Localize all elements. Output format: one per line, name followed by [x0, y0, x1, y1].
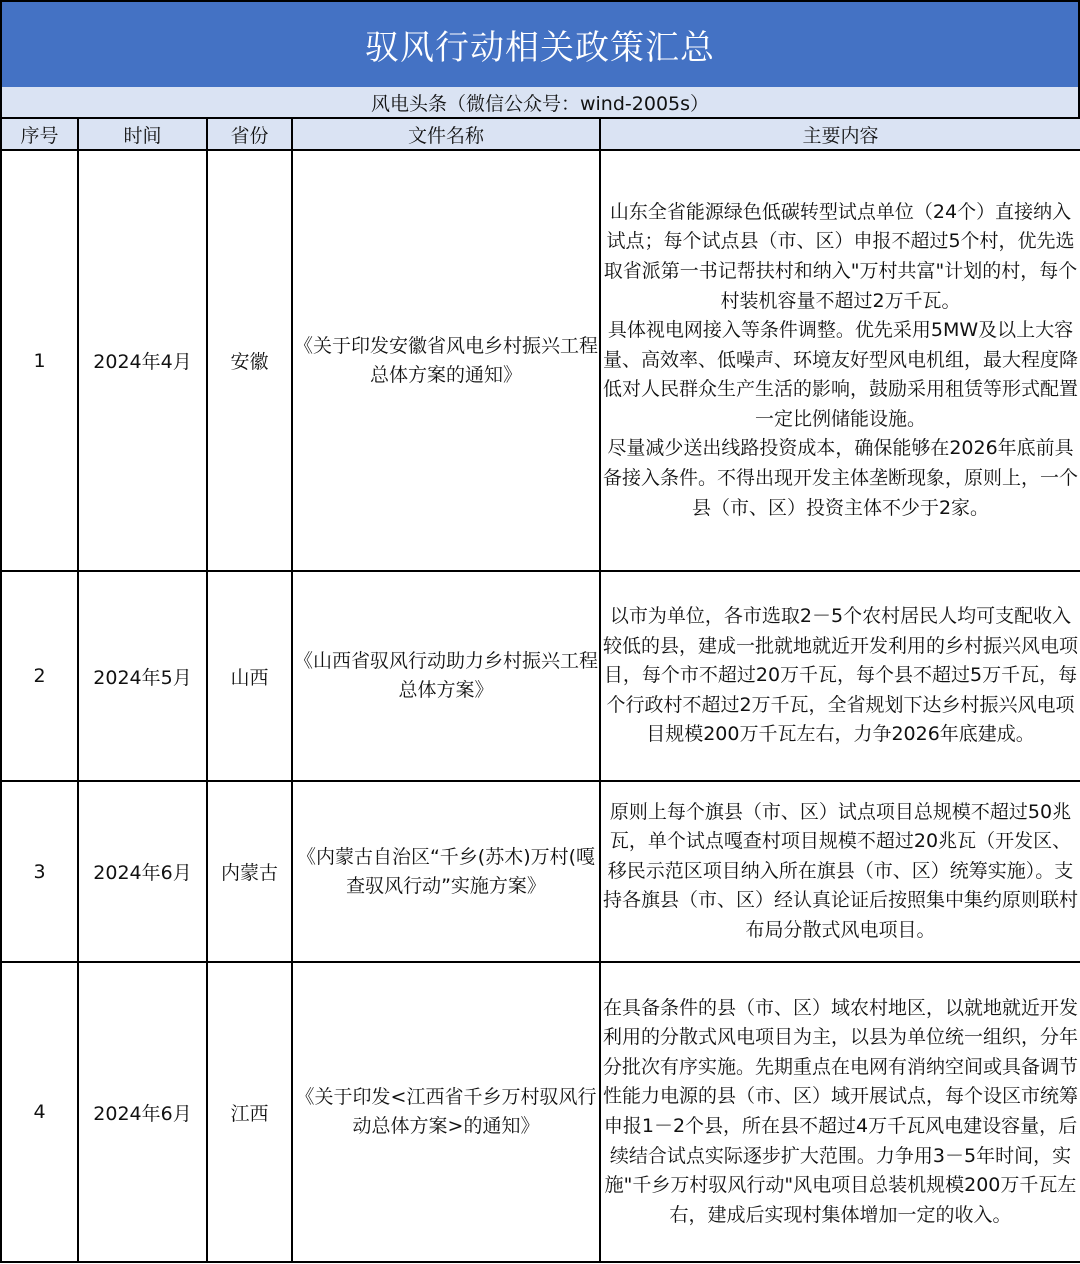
cell-index: 1: [1, 150, 78, 571]
page-title: 驭风行动相关政策汇总: [365, 28, 715, 68]
cell-province: 山西: [207, 571, 292, 781]
content-paragraph: 具体视电网接入等条件调整。优先采用5MW及以上大容量、高效率、低噪声、环境友好型风电机组，最大程度降低对人民群众生产生活的影响，鼓励采用租赁等形式配置一定比例储能设施。: [602, 319, 1078, 430]
content-paragraph: 以市为单位，各市选取2－5个农村居民人均可支配收入较低的县，建成一批就地就近开发利用的乡村振兴风电项目，每个市不超过20万千瓦，每个县不超过5万千瓦，每个行政村不超过2万千瓦，全省规划下达乡村振兴风电项目规模200万千瓦左右，力争2026年底建成。: [602, 605, 1078, 746]
cell-date: 2024年5月: [78, 571, 207, 781]
cell-province: 内蒙古: [207, 781, 292, 962]
policy-table: [0, 117, 1080, 1263]
cell-date: 2024年6月: [78, 781, 207, 962]
column-header-content: 主要内容: [600, 118, 1080, 150]
content-paragraph: 山东全省能源绿色低碳转型试点单位（24个）直接纳入试点；每个试点县（市、区）申报不超过5个村，优先选取省派第一书记帮扶村和纳入"万村共富"计划的村，每个村装机容量不超过2万千瓦。: [603, 200, 1078, 312]
cell-index: 4: [1, 962, 78, 1262]
column-header-date: 时间: [78, 118, 207, 150]
cell-date: 2024年4月: [78, 150, 207, 571]
column-header-province: 省份: [207, 118, 292, 150]
content-paragraph: 尽量减少送出线路投资成本，确保能够在2026年底前具备接入条件。不得出现开发主体垄断现象，原则上，一个县（市、区）投资主体不少于2家。: [602, 437, 1078, 519]
column-header-index: 序号: [1, 118, 78, 150]
cell-content: [600, 571, 1080, 781]
table-header-row: [1, 118, 1080, 150]
table-row: [1, 962, 1080, 1262]
content-paragraph: 在具备条件的县（市、区）域农村地区，以就地就近开发利用的分散式风电项目为主，以县为单位统一组织，分年分批次有序实施。先期重点在电网有消纳空间或具备调节性能力电源的县（市、区）域开展试点，每个设区市统筹申报1－2个县，所在县不超过4万千瓦风电建设容量，后续结合试点实际逐步扩大范围。力争用3－5年时间，实施"千乡万村驭风行动"风电项目总装机规模200万千瓦左右，建成后实现村集体增加一定的收入。: [602, 996, 1078, 1226]
cell-content: [600, 962, 1080, 1262]
cell-province: 江西: [207, 962, 292, 1262]
cell-file-name: 《关于印发安徽省风电乡村振兴工程总体方案的通知》: [292, 150, 600, 571]
cell-index: 3: [1, 781, 78, 962]
cell-index: 2: [1, 571, 78, 781]
subtitle-bar: [0, 87, 1080, 119]
table-row: [1, 781, 1080, 962]
table-row: [1, 571, 1080, 781]
cell-file-name: 《山西省驭风行动助力乡村振兴工程总体方案》: [292, 571, 600, 781]
table-row: [1, 150, 1080, 571]
cell-file-name: 《内蒙古自治区“千乡(苏木)万村(嘎查驭风行动”实施方案》: [292, 781, 600, 962]
cell-province: 安徽: [207, 150, 292, 571]
cell-date: 2024年6月: [78, 962, 207, 1262]
source-subtitle: 风电头条（微信公众号：wind-2005s）: [370, 92, 710, 115]
content-paragraph: 原则上每个旗县（市、区）试点项目总规模不超过50兆瓦，单个试点嘎查村项目规模不超过20兆瓦（开发区、移民示范区项目纳入所在旗县（市、区）统筹实施）。支持各旗县（市、区）经认真论证后按照集中集约原则联村布局分散式风电项目。: [602, 800, 1078, 941]
cell-file-name: 《关于印发<江西省千乡万村驭风行动总体方案>的通知》: [292, 962, 600, 1262]
title-bar: [0, 0, 1080, 89]
column-header-file: 文件名称: [292, 118, 600, 150]
cell-content: [600, 781, 1080, 962]
cell-content: [600, 150, 1080, 571]
